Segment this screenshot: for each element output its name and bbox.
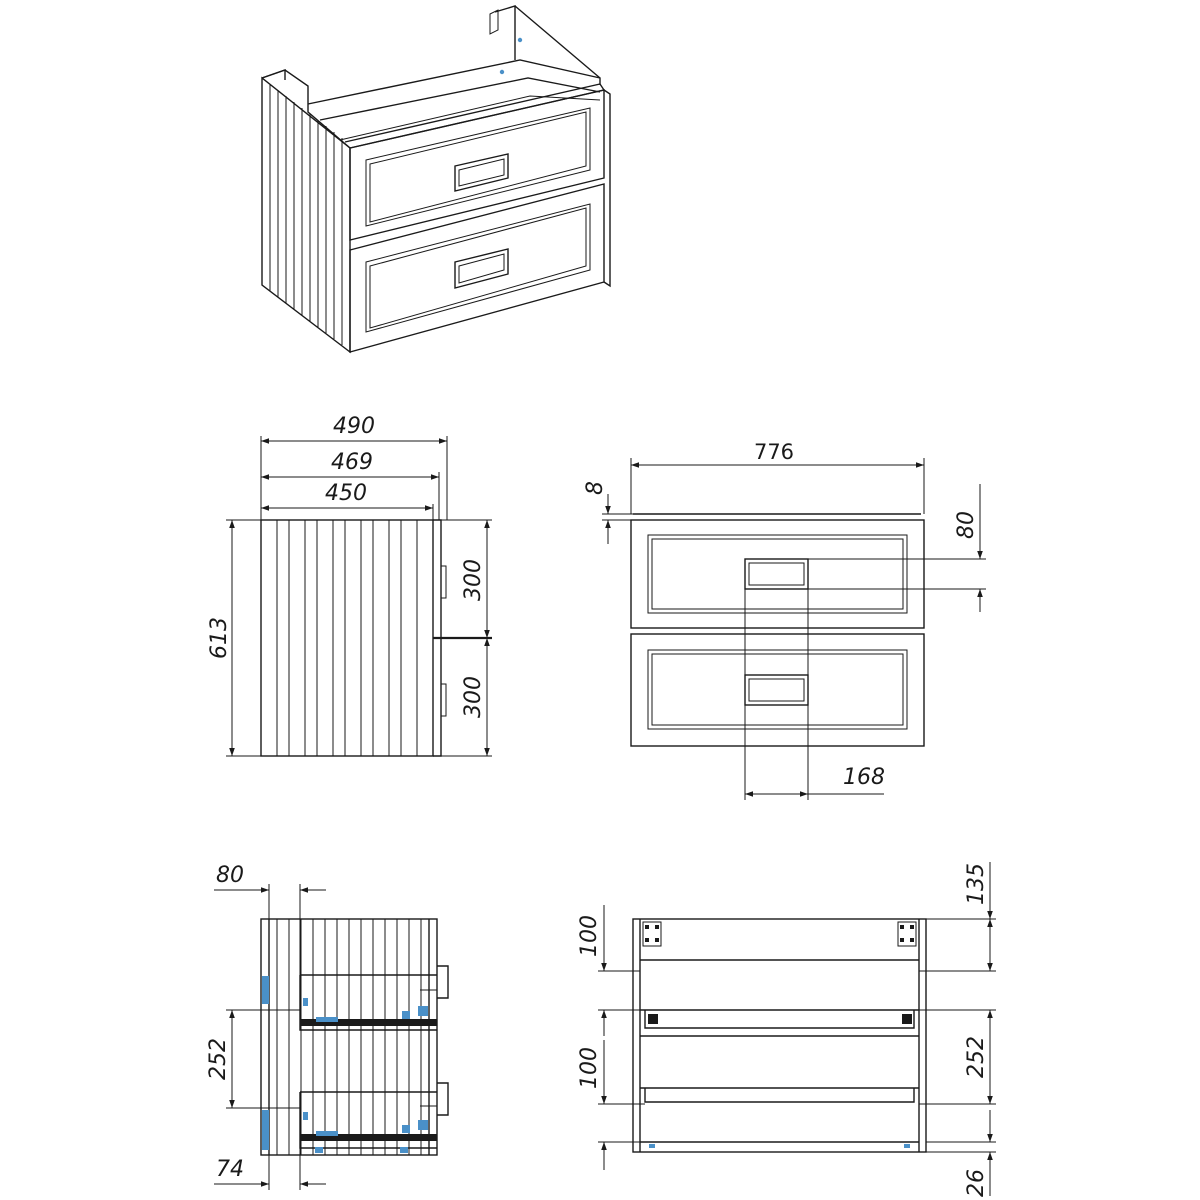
side-panel [261, 520, 433, 756]
dim-width-total: 490 [333, 414, 375, 439]
dim-rear-lower-gap: 100 [577, 1047, 602, 1089]
iso-back-panel [495, 6, 600, 78]
rear-drawer-lower [640, 1088, 919, 1102]
side-flutes [277, 520, 417, 756]
isometric-view [262, 6, 610, 352]
side-view [207, 414, 492, 756]
iso-side-panel [262, 78, 350, 352]
dim-width-body: 450 [325, 481, 367, 506]
dim-rear-upper-gap: 100 [577, 915, 602, 957]
section-handle-lower [437, 1083, 448, 1115]
dim-handle-width: 168 [843, 765, 885, 790]
dim-drawer-lower: 300 [461, 676, 486, 718]
front-view [583, 440, 986, 800]
dim-top-gap: 8 [583, 481, 608, 495]
front-drawer-upper [631, 520, 924, 628]
dim-front-width: 776 [753, 440, 795, 464]
dim-rear-top-rail: 135 [964, 863, 989, 905]
dim-drawer-upper: 300 [461, 559, 486, 601]
side-handle-upper [441, 566, 446, 598]
rear-drawer-upper [640, 1010, 919, 1028]
dim-section-top: 80 [216, 863, 244, 888]
dim-rear-bottom: 26 [964, 1169, 989, 1197]
iso-side-top [262, 70, 350, 148]
section-handle-upper [437, 966, 448, 998]
rear-view [577, 862, 996, 1197]
section-view [206, 863, 448, 1190]
side-handle-lower [441, 684, 446, 716]
dim-handle-offset: 80 [954, 511, 979, 539]
dim-rear-drawer: 252 [964, 1036, 989, 1078]
iso-side-flutes [270, 84, 342, 345]
dim-section-bottom: 74 [216, 1157, 244, 1182]
dim-height-total: 613 [207, 617, 232, 659]
dim-section-drawer: 252 [206, 1038, 231, 1080]
dim-width-mid: 469 [331, 450, 373, 475]
section-flutes [277, 919, 421, 1155]
